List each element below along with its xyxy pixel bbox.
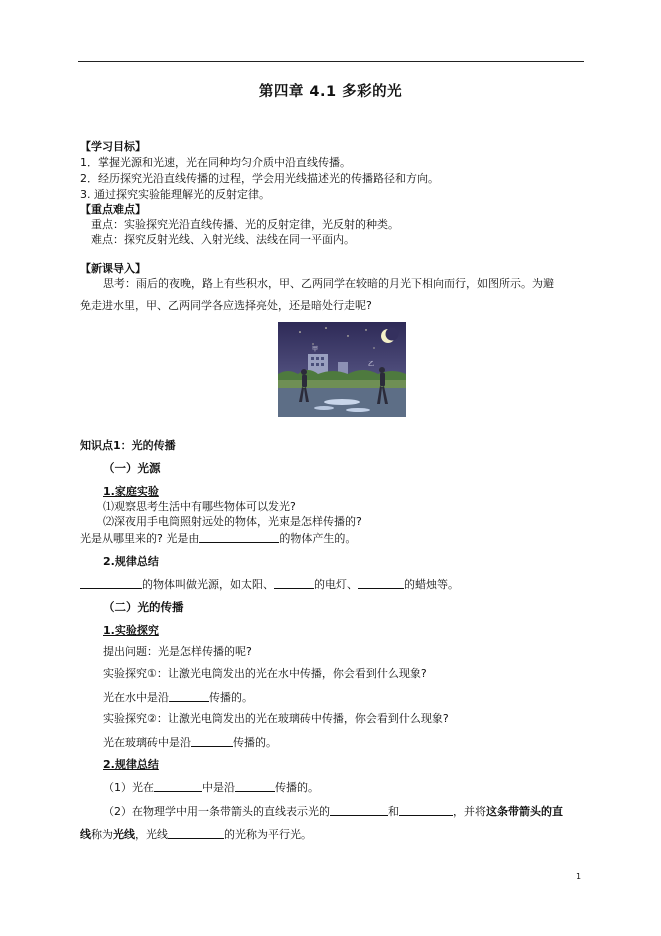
rule-1-text-c: 传播的。 bbox=[275, 781, 319, 794]
home-experiment-q1: ⑴观察思考生活中有哪些物体可以发光? bbox=[103, 500, 296, 513]
rule-3-text-d: ，光线 bbox=[135, 828, 168, 841]
summary-title-1: 2.规律总结 bbox=[103, 555, 159, 568]
answer-2-text-b: 传播的。 bbox=[233, 736, 277, 749]
goal-item-2: 2．经历探究光沿直线传播的过程，学会用光线描述光的传播路径和方向。 bbox=[80, 172, 439, 185]
page-title: 第四章 4.1 多彩的光 bbox=[258, 84, 403, 100]
fill-blank bbox=[199, 531, 279, 543]
light-source-definition-line bbox=[80, 577, 459, 592]
fill-blank bbox=[399, 804, 453, 816]
figure-label-a: 甲 bbox=[312, 346, 319, 353]
fill-blank bbox=[330, 804, 388, 816]
home-experiment-title: 1.家庭实验 bbox=[103, 485, 159, 498]
light-source-origin-line bbox=[80, 531, 356, 546]
fill-blank bbox=[235, 780, 275, 792]
rule-2-text-c: ，并将 bbox=[453, 805, 486, 818]
rule-1-text-b: 中是沿 bbox=[202, 781, 235, 794]
summary-title-2: 2.规律总结 bbox=[103, 758, 159, 771]
inquiry-experiment-1-answer bbox=[103, 690, 253, 705]
intro-heading: 【新课导入】 bbox=[80, 262, 146, 275]
fill-blank bbox=[191, 735, 233, 747]
fill-blank bbox=[168, 827, 224, 839]
answer-2-text-a: 光在玻璃砖中是沿 bbox=[103, 736, 191, 749]
rule-3-text-c: 光线 bbox=[113, 828, 135, 841]
page-number: 1 bbox=[576, 872, 582, 881]
rule-2-text-d: 这条带箭头的直 bbox=[486, 805, 563, 818]
rule-3-text-e: 的光称为平行光。 bbox=[224, 828, 312, 841]
experiment-inquiry-title: 1.实验探究 bbox=[103, 624, 159, 637]
light-origin-text-a: 光是从哪里来的? 光是由 bbox=[80, 532, 200, 545]
rule-3-line bbox=[80, 827, 312, 842]
home-experiment-q2: ⑵深夜用手电筒照射远处的物体，光束是怎样传播的? bbox=[103, 515, 362, 528]
answer-1-text-a: 光在水中是沿 bbox=[103, 691, 169, 704]
fill-blank bbox=[80, 577, 142, 589]
rule-3-text-b: 称为 bbox=[91, 828, 113, 841]
definition-text-c: 的蜡烛等。 bbox=[404, 578, 459, 591]
definition-text-b: 的电灯、 bbox=[314, 578, 358, 591]
fill-blank bbox=[154, 780, 202, 792]
section-light-propagation-heading: （二）光的传播 bbox=[103, 600, 184, 614]
intro-question-line-2: 免走进水里，甲、乙两同学各应选择亮处，还是暗处行走呢? bbox=[80, 299, 372, 312]
goal-item-3: 3. 通过探究实验能理解光的反射定律。 bbox=[80, 188, 270, 201]
knowledge-point-1-heading: 知识点1：光的传播 bbox=[80, 439, 176, 452]
inquiry-experiment-2: 实验探究②：让激光电筒发出的光在玻璃砖中传播，你会看到什么现象? bbox=[103, 712, 449, 725]
goals-heading: 【学习目标】 bbox=[80, 140, 146, 153]
inquiry-experiment-2-answer bbox=[103, 735, 277, 750]
fill-blank bbox=[358, 577, 404, 589]
key-focus: 重点：实验探究光沿直线传播、光的反射定律，光反射的种类。 bbox=[91, 218, 399, 231]
key-difficulty: 难点：探究反射光线、入射光线、法线在同一平面内。 bbox=[91, 233, 355, 246]
rule-1-line bbox=[103, 780, 319, 795]
rule-1-text-a: （1）光在 bbox=[103, 781, 154, 794]
fill-blank bbox=[169, 690, 209, 702]
inquiry-question: 提出问题：光是怎样传播的呢? bbox=[103, 645, 252, 658]
goal-item-1: 1．掌握光源和光速，光在同种均匀介质中沿直线传播。 bbox=[80, 156, 351, 169]
key-heading: 【重点难点】 bbox=[80, 203, 146, 216]
figure-label-b: 乙 bbox=[368, 361, 375, 368]
fill-blank bbox=[274, 577, 314, 589]
rule-2-text-a: （2）在物理学中用一条带箭头的直线表示光的 bbox=[103, 805, 330, 818]
header-rule bbox=[78, 61, 584, 62]
rule-2-text-b: 和 bbox=[388, 805, 399, 818]
inquiry-experiment-1: 实验探究①：让激光电筒发出的光在水中传播，你会看到什么现象? bbox=[103, 667, 427, 680]
answer-1-text-b: 传播的。 bbox=[209, 691, 253, 704]
rule-3-text-a: 线 bbox=[80, 828, 91, 841]
night-walk-illustration bbox=[278, 322, 406, 417]
rule-2-line bbox=[103, 804, 563, 819]
light-origin-text-b: 的物体产生的。 bbox=[279, 532, 357, 545]
section-light-source-heading: （一）光源 bbox=[103, 461, 161, 475]
definition-text-a: 的物体叫做光源，如太阳、 bbox=[142, 578, 274, 591]
intro-question-line-1: 思考：雨后的夜晚，路上有些积水，甲、乙两同学在较暗的月光下相向而行，如图所示。为避 bbox=[103, 277, 554, 290]
